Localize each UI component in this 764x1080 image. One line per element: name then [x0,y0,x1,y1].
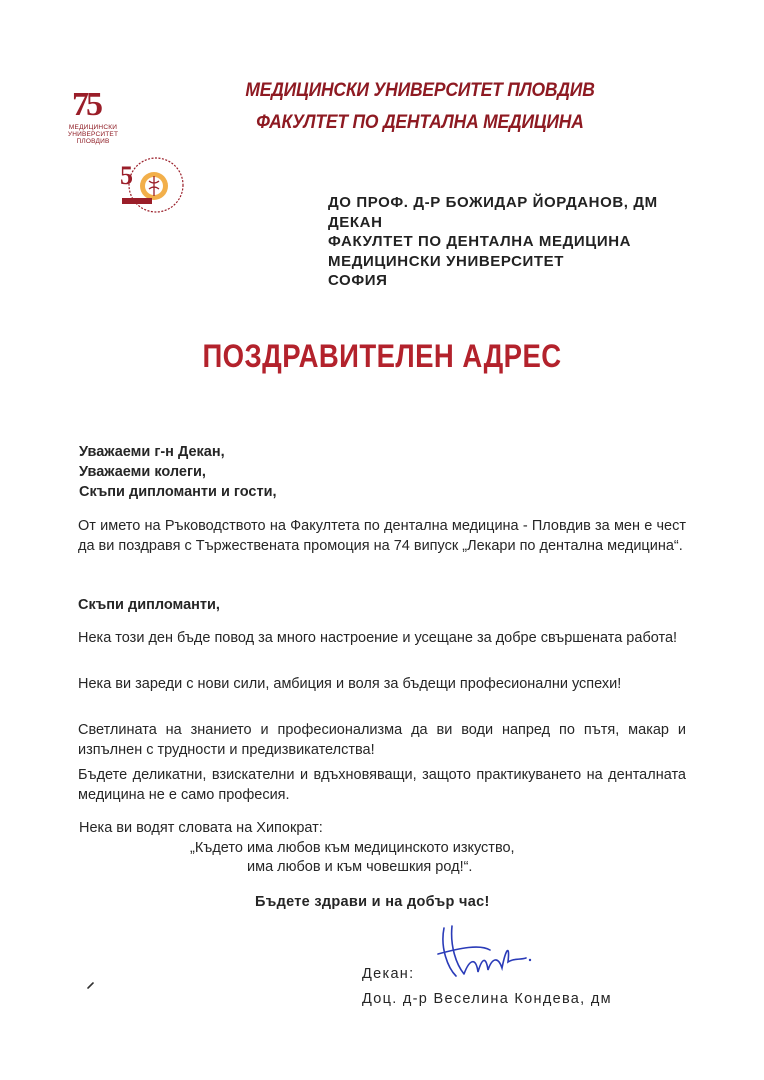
document-title: ПОЗДРАВИТЕЛЕН АДРЕС [202,338,562,374]
faculty-50-anniversary-logo [116,152,190,218]
quote-intro: Нека ви водят словата на Хипократ: [79,820,323,836]
logo75-number: 75 [72,86,100,123]
recipient-block [328,193,658,291]
signer-title: Декан: [362,966,415,982]
logo75-line-2: УНИВЕРСИТЕТ [67,131,119,138]
svg-text:5: 5 [120,161,133,190]
handwritten-signature [430,918,540,988]
salutation: Скъпи дипломанти, [78,597,220,613]
closing-line: Бъдете здрави и на добър час! [255,894,490,910]
wish-paragraph: Светлината на знанието и професионализма да ви води напред по пътя, макар и изпълнен с трудности и предизвикателства! [78,722,686,758]
recipient-line: ДЕКАН [328,213,383,231]
logo75-text [58,124,128,145]
greetings [79,442,277,502]
greeting-line: Уважаеми колеги, [79,464,206,480]
wish-paragraph: Нека ви зареди с нови сили, амбиция и воля за бъдещи професионални успехи! [78,676,622,692]
logo75-line-1: МЕДИЦИНСКИ [68,124,118,131]
signer-name: Доц. д-р Веселина Кондева, дм [362,991,612,1007]
university-name: МЕДИЦИНСКИ УНИВЕРСИТЕТ ПЛОВДИВ [245,80,595,101]
intro-paragraph: От името на Ръководството на Факултета по дентална медицина - Пловдив за мен е чест да ви поздравя с Тържествената промоция на 74 випуск „Лекари по дентална медицина“. [78,518,686,554]
recipient-line: МЕДИЦИНСКИ УНИВЕРСИТЕТ [328,252,565,270]
recipient-line: ДО ПРОФ. Д-Р БОЖИДАР ЙОРДАНОВ, ДМ [328,194,658,211]
wish-paragraph: Бъдете деликатни, взискателни и вдъхновяващи, защото практикуването на денталната медицина не е само професия. [78,767,686,803]
recipient-line: СОФИЯ [328,272,388,289]
wish-paragraph: Нека този ден бъде повод за много настроение и усещане за добре свършената работа! [78,630,678,646]
faculty-name: ФАКУЛТЕТ ПО ДЕНТАЛНА МЕДИЦИНА [256,112,584,133]
quote-line: има любов и към човешкия род!“. [247,859,473,875]
greeting-line: Скъпи дипломанти и гости, [79,484,277,500]
logo75-line-3: ПЛОВДИВ [76,138,110,145]
recipient-line: ФАКУЛТЕТ ПО ДЕНТАЛНА МЕДИЦИНА [328,233,632,250]
quote-line: „Където има любов към медицинското изкуство, [190,840,515,856]
scan-mark [86,980,96,990]
greeting-line: Уважаеми г-н Декан, [79,444,225,460]
university-75-logo [58,86,128,156]
